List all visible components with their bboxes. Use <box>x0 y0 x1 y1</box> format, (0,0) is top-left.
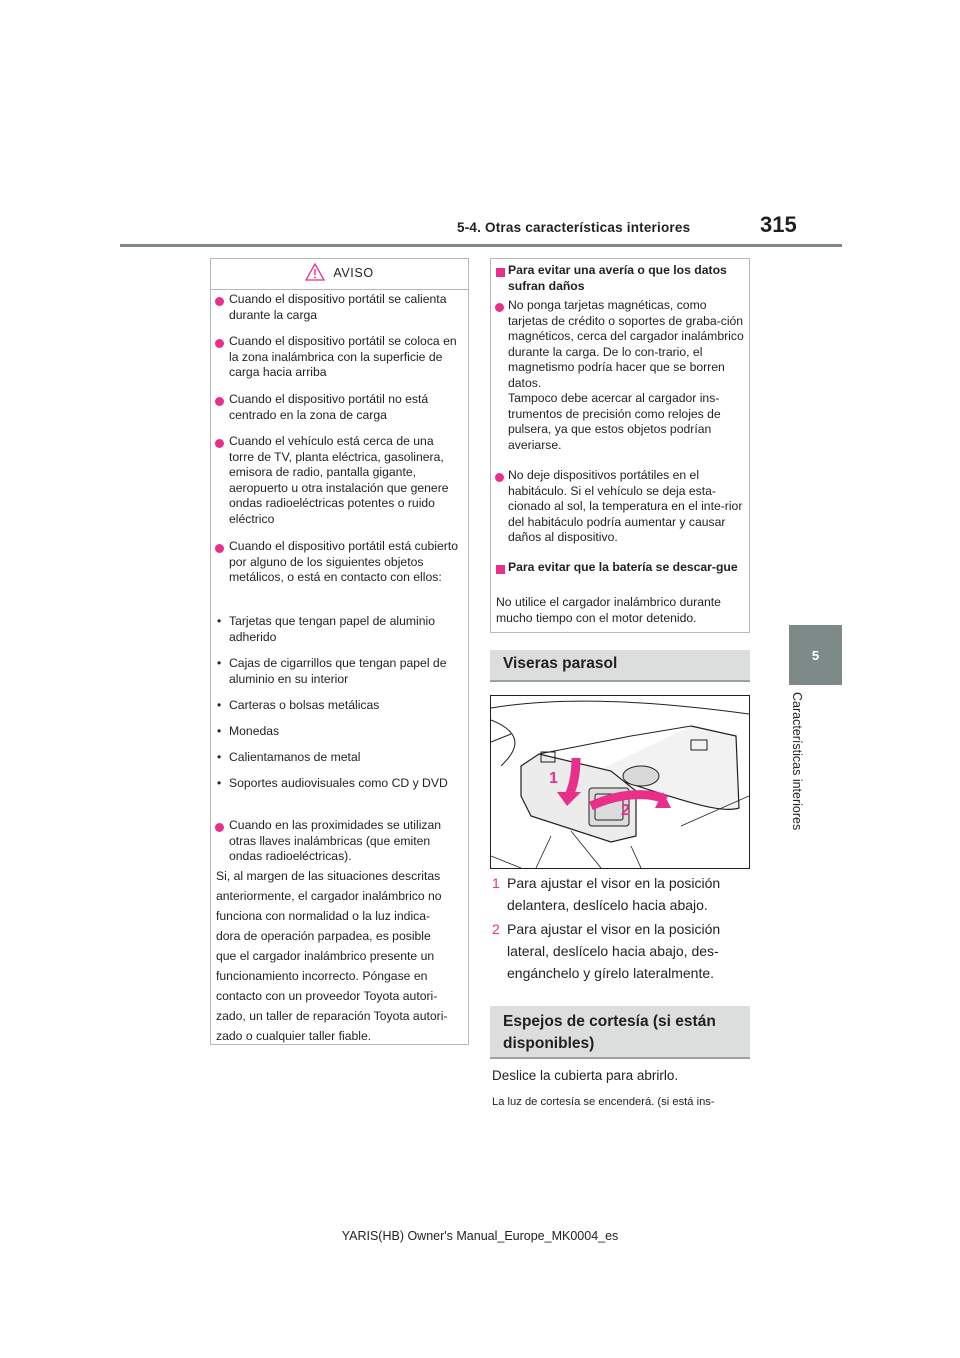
paragraph-line: funcionamiento incorrecto. Póngase en <box>216 969 428 983</box>
paragraph-line: que el cargador inalámbrico presente un <box>216 949 435 963</box>
bullet-icon <box>215 439 224 448</box>
warning-subitem: Carteras o bolsas metálicas <box>229 698 380 712</box>
step-text: lateral, deslícelo hacia abajo, des- <box>507 943 719 959</box>
callout-2: 2 <box>621 802 630 819</box>
bullet-icon <box>215 544 224 553</box>
warning-subitem: Tarjetas que tengan papel de aluminio adherido <box>229 614 435 644</box>
page-number: 315 <box>760 212 797 237</box>
warning-box <box>210 258 469 1045</box>
warning-item: Cuando el dispositivo portátil se calienta durante la carga <box>229 292 447 322</box>
step-text: Para ajustar el visor en la posición <box>507 875 721 891</box>
warning-item: Cuando el dispositivo portátil está cubierto por alguno de los siguientes objetos metálicos, o está en contacto con ellos: <box>229 539 458 584</box>
mirrors-heading-line: disponibles) <box>503 1035 595 1052</box>
square-bullet-icon <box>496 268 505 277</box>
header-rule <box>120 244 842 247</box>
chapter-label <box>790 692 804 852</box>
warning-title: AVISO <box>333 266 374 280</box>
visors-heading: Viseras parasol <box>490 650 750 682</box>
warning-item: Cuando en las proximidades se utilizan otras llaves inalámbricas (que emiten ondas radioeléctricas). <box>229 818 442 863</box>
section-title: 5-4. Otras características interiores <box>457 220 691 235</box>
bullet-icon <box>215 397 224 406</box>
paragraph-line: zado o cualquier taller fiable. <box>216 1029 372 1043</box>
warning-subitem: Soportes audiovisuales como CD y DVD <box>229 776 448 790</box>
note-item-cont: Tampoco debe acercar al cargador ins-trumentos de precisión como relojes de pulsera, ya que estos objetos podrían averiarse. <box>508 391 721 452</box>
step-number: 1 <box>492 875 500 891</box>
mirrors-text: Deslice la cubierta para abrirlo. <box>492 1068 679 1083</box>
chapter-label-text: Características interiores <box>790 692 804 831</box>
chapter-tab: 5 <box>789 625 842 685</box>
bullet-icon <box>215 339 224 348</box>
note-heading: Para evitar una avería o que los datos sufran daños <box>508 263 727 293</box>
bullet-icon <box>495 303 504 312</box>
bullet-icon <box>215 823 224 832</box>
paragraph-line: funciona con normalidad o la luz indica- <box>216 909 431 923</box>
warning-item: Cuando el dispositivo portátil se coloca en la zona inalámbrica con la superficie de carga hacia arriba <box>229 334 457 379</box>
visor-illustration <box>490 695 750 869</box>
subitem-marker: • <box>217 776 222 790</box>
step-number: 2 <box>492 921 500 937</box>
paragraph-line: zado, un taller de reparación Toyota autori- <box>216 1009 448 1023</box>
bullet-icon <box>495 473 504 482</box>
warning-subitem: Cajas de cigarrillos que tengan papel de aluminio en su interior <box>229 656 447 686</box>
warning-item: Cuando el dispositivo portátil no está centrado en la zona de carga <box>229 392 429 422</box>
paragraph-line: anteriormente, el cargador inalámbrico no <box>216 889 442 903</box>
visor-diagram-icon <box>491 696 749 868</box>
note-box <box>490 258 750 633</box>
mirrors-heading <box>490 1006 750 1059</box>
subitem-marker: • <box>217 698 222 712</box>
note-paragraph: No utilice el cargador inalámbrico durante mucho tiempo con el motor detenido. <box>496 595 721 625</box>
mirrors-note: La luz de cortesía se encenderá. (si está ins- <box>492 1096 715 1108</box>
warning-header <box>211 263 468 281</box>
paragraph-line: dora de operación parpadea, es posible <box>216 929 431 943</box>
note-item: No deje dispositivos portátiles en el habitáculo. Si el vehículo se deja esta-cionado al sol, la temperatura en el inte-rior del habitáculo podría aumentar y causar daños al dispositivo. <box>508 468 743 544</box>
paragraph-line: Si, al margen de las situaciones descritas <box>216 869 441 883</box>
warning-subitem: Monedas <box>229 724 280 738</box>
note-heading: Para evitar que la batería se descar-gue <box>508 560 738 574</box>
subitem-marker: • <box>217 656 222 670</box>
page-footer: YARIS(HB) Owner's Manual_Europe_MK0004_es <box>341 1229 619 1243</box>
subitem-marker: • <box>217 724 222 738</box>
step-text: delantera, deslícelo hacia abajo. <box>507 897 708 913</box>
note-item: No ponga tarjetas magnéticas, como tarjetas de crédito o soportes de graba-ción magnéticos, cerca del cargador inalámbrico durante la carga. De lo con-trario, el magnetismo podría hacer que se borren datos. <box>508 298 744 390</box>
bullet-icon <box>215 297 224 306</box>
subitem-marker: • <box>217 614 222 628</box>
warning-item: Cuando el vehículo está cerca de una torre de TV, planta eléctrica, gasolinera, emisora de radio, pantalla gigante, aeropuerto u otra instalación que genere ondas radioeléctricas potentes o ruido eléctrico <box>229 434 449 526</box>
paragraph-line: contacto con un proveedor Toyota autori- <box>216 989 438 1003</box>
warning-subitem: Calientamanos de metal <box>229 750 361 764</box>
warning-triangle-icon <box>305 263 325 281</box>
square-bullet-icon <box>496 565 505 574</box>
step-text: engánchelo y gírelo lateralmente. <box>507 965 715 981</box>
callout-1: 1 <box>549 770 558 787</box>
subitem-marker: • <box>217 750 222 764</box>
mirrors-heading-line: Espejos de cortesía (si están <box>503 1013 716 1030</box>
step-text: Para ajustar el visor en la posición <box>507 921 721 937</box>
warning-divider <box>211 289 468 290</box>
